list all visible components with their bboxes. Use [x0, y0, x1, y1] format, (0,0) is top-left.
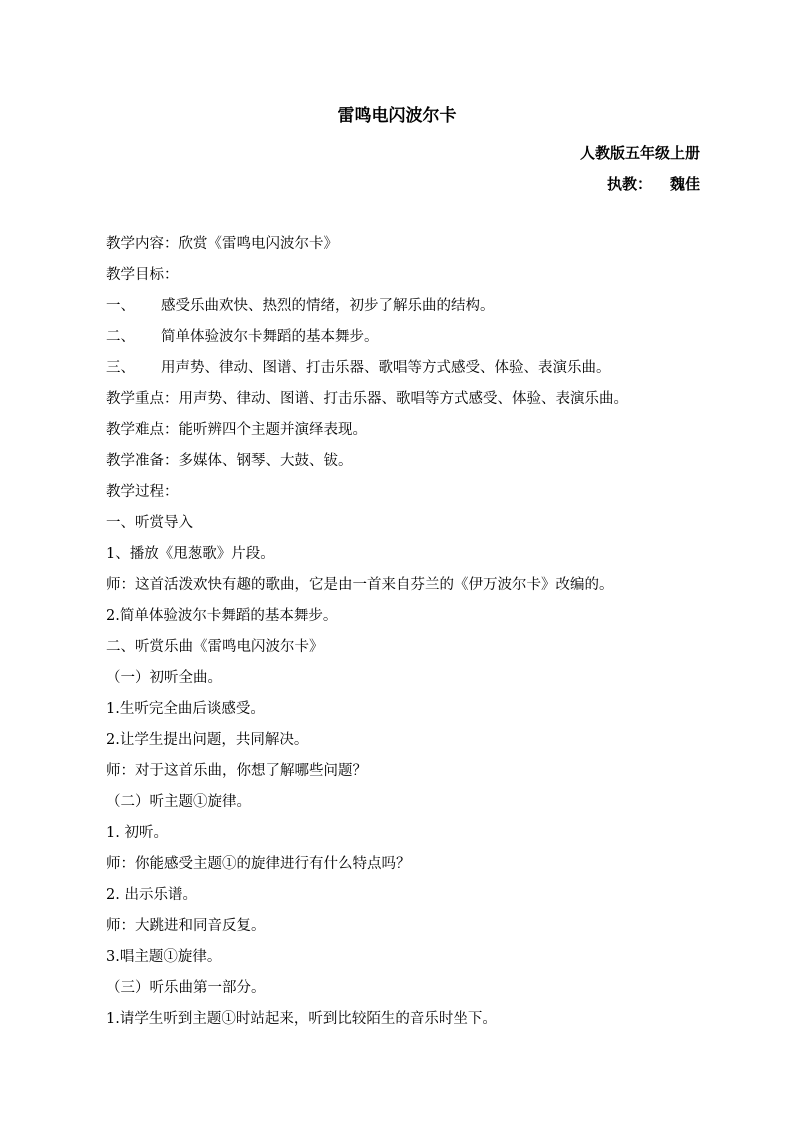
subsection-a-step-2: 2.让学生提出问题，共同解决。 — [106, 732, 309, 748]
section-1-step-2: 2.简单体验波尔卡舞蹈的基本舞步。 — [106, 608, 338, 624]
subsection-b-teacher-remark-1: 师：你能感受主题①的旋律进行有什么特点吗？ — [106, 856, 411, 872]
section-2-heading: 二、听赏乐曲《雷鸣电闪波尔卡》 — [106, 639, 324, 655]
teaching-goals-heading: 教学目标： — [106, 267, 179, 283]
preparation: 教学准备：多媒体、钢琴、大鼓、钹。 — [106, 453, 353, 469]
subsection-c-heading: （三）听乐曲第一部分。 — [106, 980, 266, 996]
process-heading: 教学过程： — [106, 484, 179, 500]
lesson-body — [106, 233, 706, 1039]
subsection-a-step-1: 1.生听完全曲后谈感受。 — [106, 701, 265, 717]
teaching-content: 教学内容：欣赏《雷鸣电闪波尔卡》 — [106, 236, 338, 252]
goal-item-1 — [106, 295, 706, 326]
teacher-label: 执教： — [606, 175, 652, 193]
subsection-b-teacher-remark-2: 师：大跳进和同音反复。 — [106, 918, 266, 934]
section-1-heading: 一、听赏导入 — [106, 515, 193, 531]
lesson-title: 雷鸣电闪波尔卡 — [337, 106, 457, 126]
subsection-b-heading: （二）听主题①旋律。 — [106, 794, 251, 810]
difficulties: 教学难点：能听辨四个主题并演绎表现。 — [106, 422, 367, 438]
key-points: 教学重点：用声势、律动、图谱、打击乐器、歌唱等方式感受、体验、表演乐曲。 — [106, 391, 628, 407]
subsection-b-step-1: 1. 初听。 — [106, 825, 168, 841]
subsection-b-step-3: 3.唱主题①旋律。 — [106, 949, 222, 965]
textbook-edition: 人教版五年级上册 — [579, 144, 700, 162]
goal-item-3 — [106, 357, 706, 388]
goal-text: 简单体验波尔卡舞蹈的基本舞步。 — [161, 329, 379, 345]
goal-number: 一、 — [106, 298, 135, 314]
teacher-line — [607, 173, 700, 195]
goal-number: 二、 — [106, 329, 135, 345]
subsection-b-step-2: 2. 出示乐谱。 — [106, 887, 197, 903]
section-1-step-1: 1、播放《甩葱歌》片段。 — [106, 546, 275, 562]
teacher-name: 魏佳 — [669, 175, 700, 193]
goal-item-2 — [106, 326, 706, 357]
goal-text: 感受乐曲欢快、热烈的情绪，初步了解乐曲的结构。 — [161, 298, 495, 314]
subsection-a-teacher-remark: 师：对于这首乐曲，你想了解哪些问题？ — [106, 763, 367, 779]
subsection-a-heading: （一）初听全曲。 — [106, 670, 222, 686]
subsection-c-step-1: 1.请学生听到主题①时站起来，听到比较陌生的音乐时坐下。 — [106, 1011, 497, 1027]
goal-text: 用声势、律动、图谱、打击乐器、歌唱等方式感受、体验、表演乐曲。 — [161, 360, 611, 376]
goal-number: 三、 — [106, 360, 135, 376]
section-1-teacher-remark: 师：这首活泼欢快有趣的歌曲，它是由一首来自芬兰的《伊万波尔卡》改编的。 — [106, 577, 614, 593]
